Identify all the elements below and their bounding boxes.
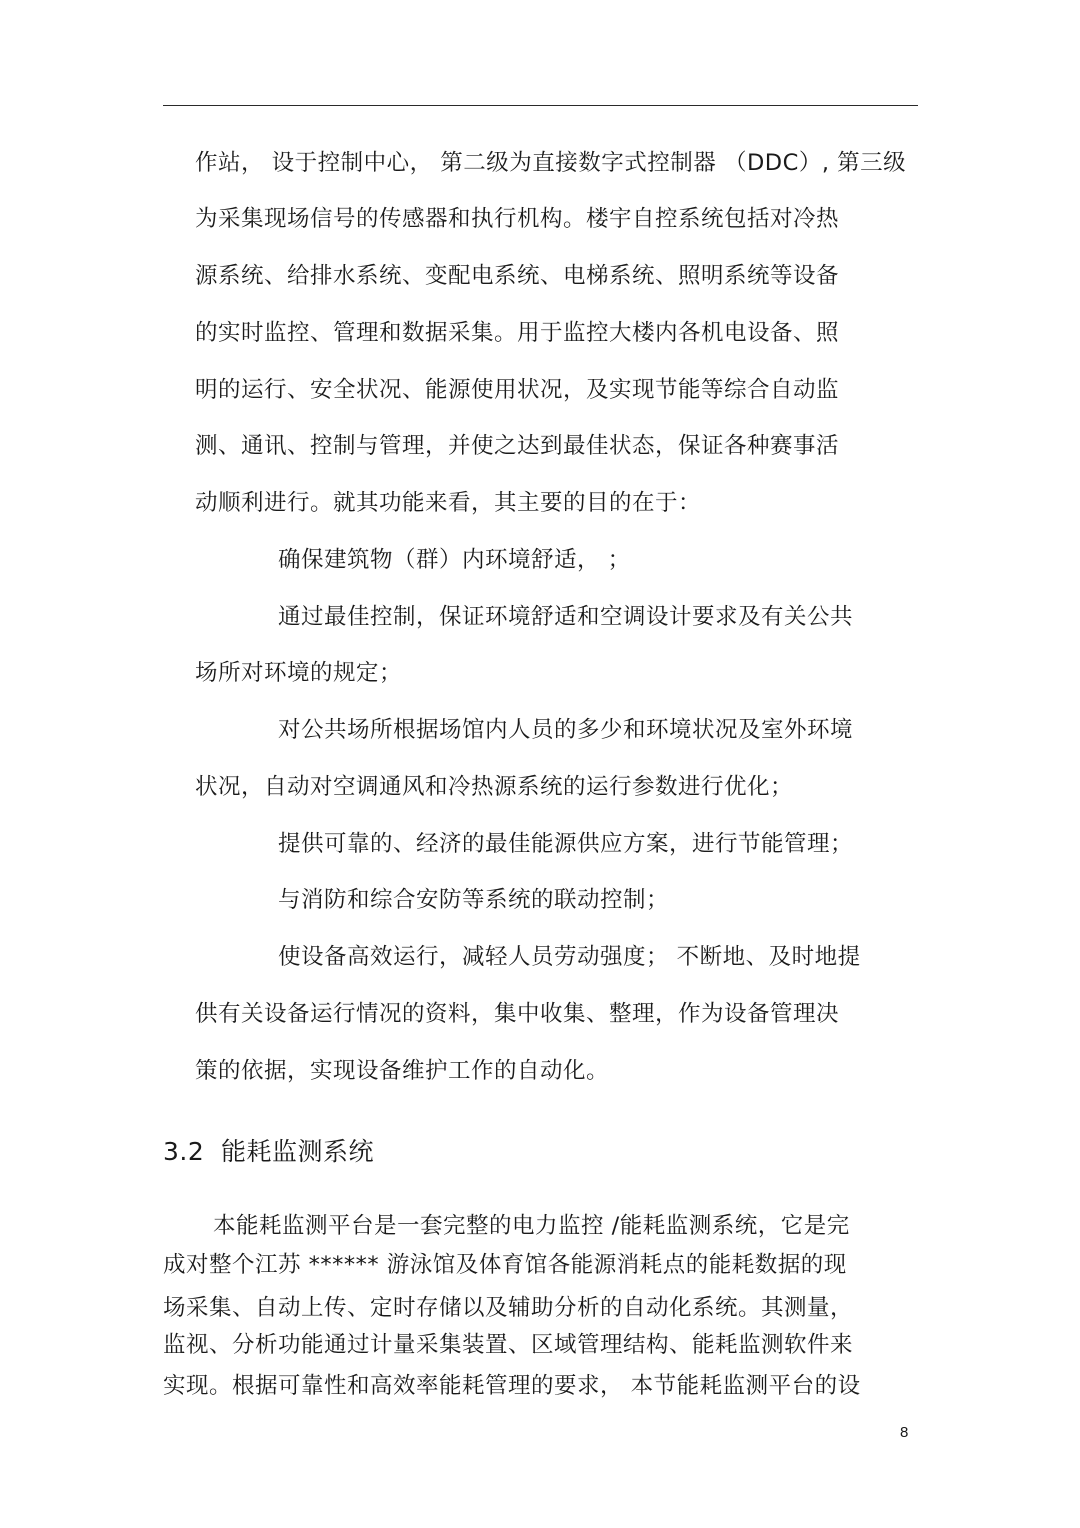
list-item: 确保建筑物（群）内环境舒适， ； — [278, 547, 631, 573]
body-line: 源系统、给排水系统、变配电系统、电梯系统、照明系统等设备 — [195, 263, 840, 289]
list-item-continuation: 场所对环境的规定； — [195, 660, 403, 686]
list-item: 通过最佳控制，保证环境舒适和空调设计要求及有关公共 — [278, 604, 854, 630]
list-item-continuation: 供有关设备运行情况的资料，集中收集、整理，作为设备管理决 — [195, 1001, 840, 1027]
list-item-continuation: 策的依据，实现设备维护工作的自动化。 — [195, 1058, 610, 1084]
body-line: 为采集现场信号的传感器和执行机构。楼宇自控系统包括对冷热 — [195, 206, 840, 232]
body-line: 动顺利进行。就其功能来看，其主要的目的在于： — [195, 490, 702, 516]
body-line: 作站， 设于控制中心， 第二级为直接数字式控制器 （DDC）, 第三级 — [195, 150, 907, 176]
body-line: 测、通讯、控制与管理，并使之达到最佳状态，保证各种赛事活 — [195, 433, 840, 459]
list-item-continuation: 状况，自动对空调通风和冷热源系统的运行参数进行优化； — [195, 774, 794, 800]
section-title: 能耗监测系统 — [221, 1137, 375, 1166]
body-line: 监视、分析功能通过计量采集装置、区域管理结构、能耗监测软件来 — [163, 1332, 854, 1358]
section-heading — [163, 1136, 374, 1168]
body-line: 明的运行、安全状况、能源使用状况，及实现节能等综合自动监 — [195, 377, 840, 403]
section-number: 3.2 — [163, 1137, 205, 1166]
page-number: 8 — [900, 1424, 909, 1441]
header-rule — [163, 105, 918, 106]
body-line: 的实时监控、管理和数据采集。用于监控大楼内各机电设备、照 — [195, 320, 840, 346]
body-line: 实现。根据可靠性和高效率能耗管理的要求， 本节能耗监测平台的设 — [163, 1373, 861, 1399]
list-item: 提供可靠的、经济的最佳能源供应方案，进行节能管理； — [278, 831, 854, 857]
body-line: 本能耗监测平台是一套完整的电力监控 /能耗监测系统，它是完 — [213, 1213, 850, 1239]
body-line: 成对整个江苏 ****** 游泳馆及体育馆各能源消耗点的能耗数据的现 — [163, 1252, 847, 1278]
list-item: 使设备高效运行，减轻人员劳动强度； 不断地、及时地提 — [278, 944, 861, 970]
body-line: 场采集、自动上传、定时存储以及辅助分析的自动化系统。其测量， — [163, 1295, 854, 1321]
list-item: 对公共场所根据场馆内人员的多少和环境状况及室外环境 — [278, 717, 854, 743]
list-item: 与消防和综合安防等系统的联动控制； — [278, 887, 670, 913]
